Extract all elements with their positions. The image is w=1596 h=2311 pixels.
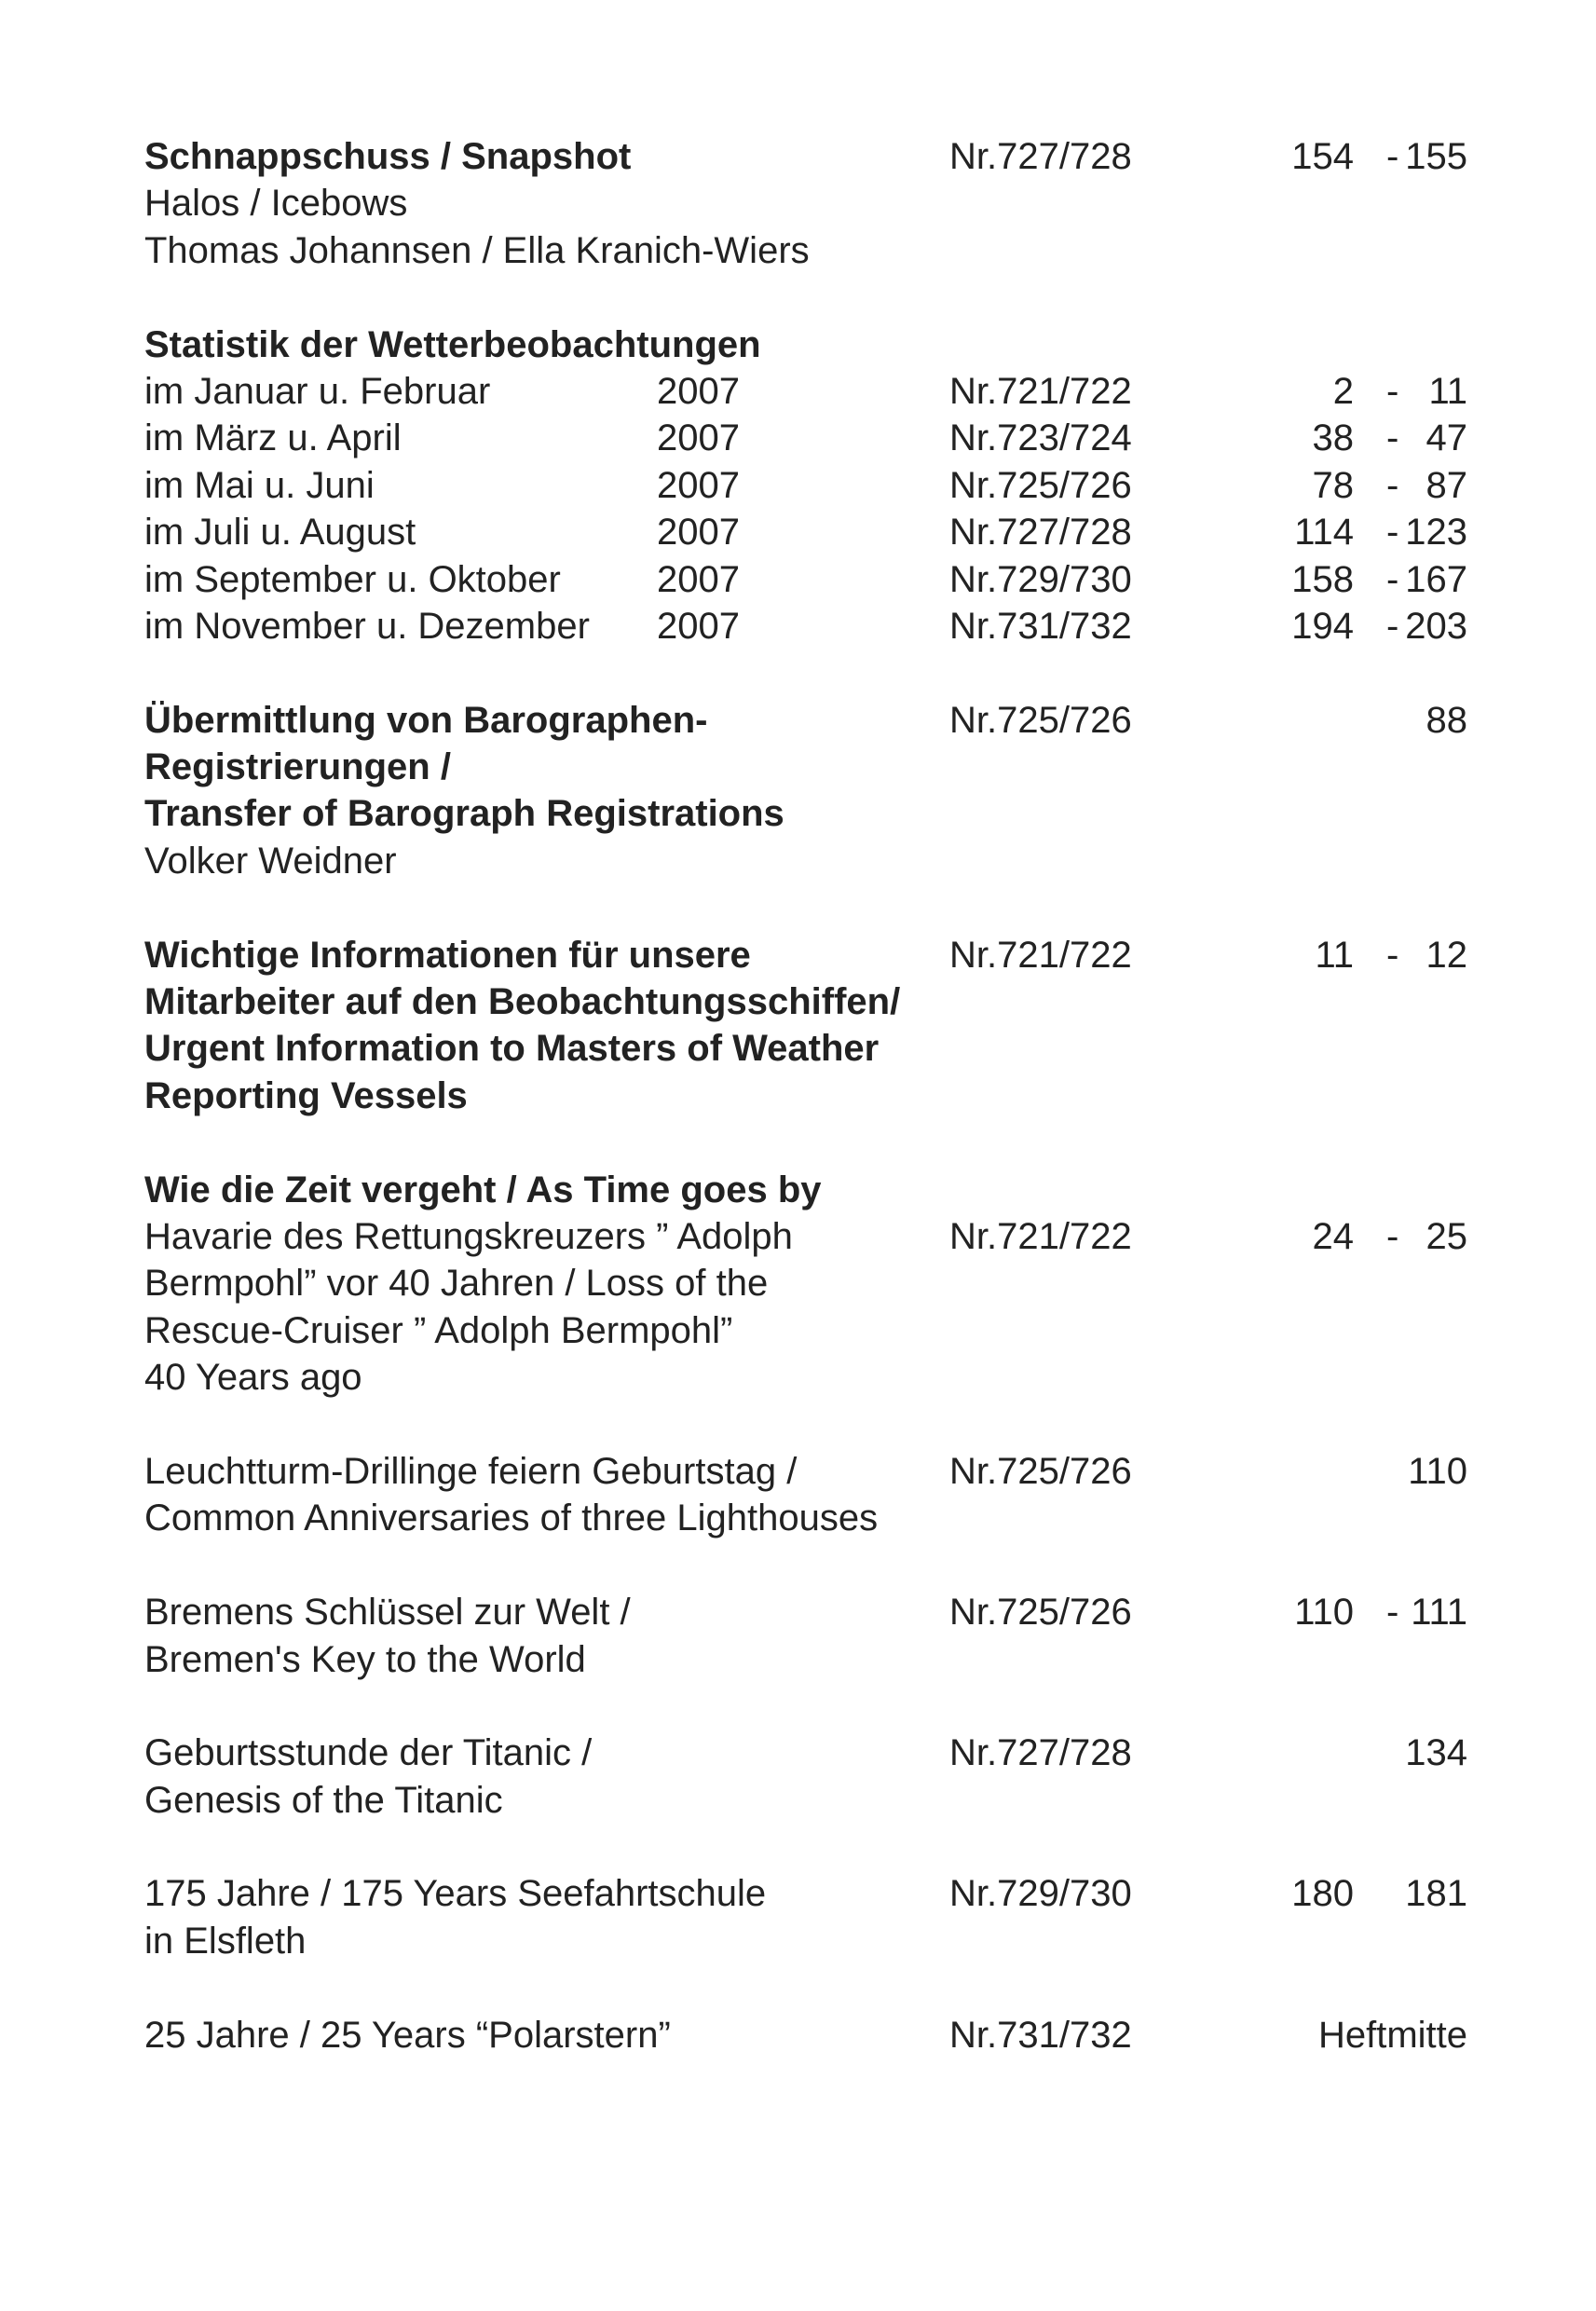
entry-heading: Wie die Zeit vergeht / As Time goes by (144, 1169, 822, 1210)
entry-year: 2007 (657, 605, 740, 647)
page-range (1188, 932, 1467, 978)
issue-number: Nr.725/726 (949, 1450, 1132, 1492)
entry-line (144, 790, 1467, 837)
entry-text: Bremens Schlüssel zur Welt / (144, 1592, 631, 1634)
issue-number: Nr.727/728 (949, 136, 1132, 177)
entry-line (144, 1730, 1467, 1776)
page-dash: - (1386, 136, 1399, 177)
issue-number: Nr.727/728 (949, 512, 1132, 554)
page-to: 155 (1405, 136, 1467, 177)
entry-line (144, 1307, 1467, 1354)
entry-line (144, 1589, 1467, 1635)
entry-line (144, 1025, 1467, 1072)
issue-number: Nr.723/724 (949, 417, 1132, 459)
entry-text: im September u. Oktober (144, 558, 561, 600)
entry-text: 175 Jahre / 175 Years Seefahrtschule (144, 1873, 767, 1915)
entry-line (144, 838, 1467, 884)
entry-spacer (144, 1542, 1467, 1589)
index-page (144, 133, 1467, 2058)
index-entry (144, 1167, 1467, 1402)
entry-line (144, 1260, 1467, 1306)
page-range (1188, 1448, 1467, 1495)
issue-number: Nr.725/726 (949, 699, 1132, 741)
entry-line (144, 1495, 1467, 1541)
page-dash: - (1386, 558, 1399, 600)
page-range (1188, 1589, 1467, 1635)
page-from: 11 (1315, 934, 1354, 976)
page-dash: - (1386, 605, 1399, 647)
entry-line (144, 368, 1467, 415)
index-entry (144, 2012, 1467, 2058)
entry-text: Bermpohl” vor 40 Jahren / Loss of the (144, 1263, 769, 1305)
page-range (1188, 1213, 1467, 1260)
entry-line (144, 462, 1467, 509)
page-range (1188, 509, 1467, 555)
entry-spacer (144, 650, 1467, 696)
page-range (1188, 2012, 1467, 2058)
entry-text: Havarie des Rettungskreuzers ” Adolph (144, 1215, 793, 1257)
entry-line (144, 415, 1467, 461)
entry-line (144, 603, 1467, 650)
entry-text: im März u. April (144, 417, 402, 459)
page-to: 203 (1405, 605, 1467, 647)
page-range (1188, 603, 1467, 650)
entry-heading: Statistik der Wetterbeobachtungen (144, 323, 761, 365)
entry-text: Leuchtturm-Drillinge feiern Geburtstag / (144, 1450, 798, 1492)
entry-line (144, 1918, 1467, 1964)
page-range (1188, 368, 1467, 415)
entry-line (144, 1073, 1467, 1119)
page-range (1188, 462, 1467, 509)
entry-text: Common Anniversaries of three Lighthouses (144, 1497, 879, 1539)
entry-spacer (144, 1683, 1467, 1730)
page-to: 11 (1428, 370, 1467, 412)
entry-line (144, 697, 1467, 744)
entry-text: 25 Jahre / 25 Years “Polarstern” (144, 2014, 671, 2056)
page-dash: - (1386, 417, 1399, 459)
page-dash: - (1386, 1592, 1399, 1634)
page-from: 154 (1291, 136, 1354, 177)
entry-line (144, 321, 1467, 368)
page-range (1188, 697, 1467, 744)
issue-number: Nr.721/722 (949, 370, 1132, 412)
issue-number: Nr.731/732 (949, 605, 1132, 647)
page-to: 88 (1425, 699, 1467, 741)
entry-line (144, 509, 1467, 555)
entry-line (144, 1448, 1467, 1495)
page-dash: - (1386, 934, 1399, 976)
page-range (1188, 133, 1467, 180)
entry-text: Rescue-Cruiser ” Adolph Bermpohl” (144, 1309, 733, 1351)
entry-line (144, 180, 1467, 226)
page-from: 180 (1291, 1873, 1354, 1915)
page-from: 194 (1291, 605, 1354, 647)
entry-heading: Schnappschuss / Snapshot (144, 136, 632, 177)
page-to: 123 (1405, 512, 1467, 554)
page-range (1188, 556, 1467, 603)
entry-line (144, 978, 1467, 1025)
page-from: 110 (1294, 1592, 1354, 1634)
entry-heading: Registrierungen / (144, 746, 451, 788)
page-to: 47 (1425, 417, 1467, 459)
page-dash: - (1386, 464, 1399, 506)
entry-line (144, 1213, 1467, 1260)
entry-line (144, 932, 1467, 978)
entry-spacer (144, 1964, 1467, 2011)
entry-year: 2007 (657, 558, 740, 600)
entry-spacer (144, 1119, 1467, 1166)
page-dash: - (1386, 370, 1399, 412)
entry-year: 2007 (657, 464, 740, 506)
page-from: 24 (1312, 1215, 1354, 1257)
index-entry (144, 1448, 1467, 1542)
page-from: 2 (1332, 370, 1354, 412)
issue-number: Nr.729/730 (949, 558, 1132, 600)
page-range (1188, 1870, 1467, 1917)
entry-line (144, 1870, 1467, 1917)
entry-line (144, 1354, 1467, 1401)
entry-text: Geburtsstunde der Titanic / (144, 1732, 593, 1774)
page-to: 111 (1411, 1592, 1467, 1634)
entry-heading: Urgent Information to Masters of Weather (144, 1028, 880, 1070)
entry-year: 2007 (657, 370, 740, 412)
entry-heading: Transfer of Barograph Registrations (144, 793, 784, 835)
entry-line (144, 744, 1467, 790)
entry-heading: Wichtige Informationen für unsere (144, 934, 751, 976)
index-entry (144, 1589, 1467, 1683)
entry-line (144, 227, 1467, 274)
entry-spacer (144, 1402, 1467, 1448)
page-to: 87 (1425, 464, 1467, 506)
entry-text: Volker Weidner (144, 840, 397, 882)
issue-number: Nr.729/730 (949, 1873, 1132, 1915)
entry-text: im Juli u. August (144, 512, 416, 554)
entry-text: Halos / Icebows (144, 183, 408, 225)
page-to: 134 (1405, 1732, 1467, 1774)
page-dash: - (1386, 512, 1399, 554)
page-from: 158 (1291, 558, 1354, 600)
index-entry (144, 133, 1467, 274)
issue-number: Nr.721/722 (949, 934, 1132, 976)
entry-heading: Übermittlung von Barographen- (144, 699, 708, 741)
page-dash: - (1386, 1215, 1399, 1257)
issue-number: Nr.721/722 (949, 1215, 1132, 1257)
entry-spacer (144, 884, 1467, 931)
page-from: 78 (1312, 464, 1354, 506)
entry-year: 2007 (657, 512, 740, 554)
index-entry (144, 932, 1467, 1120)
entry-text: Bremen's Key to the World (144, 1638, 586, 1680)
entry-line (144, 2012, 1467, 2058)
entry-text: Thomas Johannsen / Ella Kranich-Wiers (144, 229, 810, 271)
entry-line (144, 1636, 1467, 1683)
index-entry (144, 1730, 1467, 1824)
entry-text: im Januar u. Februar (144, 370, 491, 412)
entry-line (144, 1777, 1467, 1824)
entry-year: 2007 (657, 417, 740, 459)
entry-text: 40 Years ago (144, 1357, 362, 1399)
index-entry (144, 1870, 1467, 1964)
issue-number: Nr.731/732 (949, 2014, 1132, 2056)
page-to: 110 (1408, 1450, 1467, 1492)
entry-line (144, 133, 1467, 180)
index-entry (144, 697, 1467, 885)
issue-number: Nr.725/726 (949, 464, 1132, 506)
issue-number: Nr.725/726 (949, 1592, 1132, 1634)
entry-heading: Reporting Vessels (144, 1074, 468, 1116)
entry-text: im November u. Dezember (144, 605, 590, 647)
page-to: 181 (1405, 1873, 1467, 1915)
page-to: 25 (1425, 1215, 1467, 1257)
page-to: 167 (1405, 558, 1467, 600)
page-from: 114 (1294, 512, 1354, 554)
page-from: 38 (1312, 417, 1354, 459)
page-range (1188, 1730, 1467, 1776)
entry-text: Genesis of the Titanic (144, 1779, 503, 1821)
entry-spacer (144, 274, 1467, 321)
entry-spacer (144, 1824, 1467, 1870)
issue-number: Nr.727/728 (949, 1732, 1132, 1774)
entry-text: in Elsfleth (144, 1920, 307, 1962)
page-to: 12 (1425, 934, 1467, 976)
index-entry (144, 321, 1467, 650)
page-to: Heftmitte (1317, 2014, 1467, 2056)
entry-line (144, 556, 1467, 603)
entry-line (144, 1167, 1467, 1213)
entry-text: im Mai u. Juni (144, 464, 375, 506)
entry-heading: Mitarbeiter auf den Beobachtungsschiffen/ (144, 981, 901, 1023)
page-range (1188, 415, 1467, 461)
